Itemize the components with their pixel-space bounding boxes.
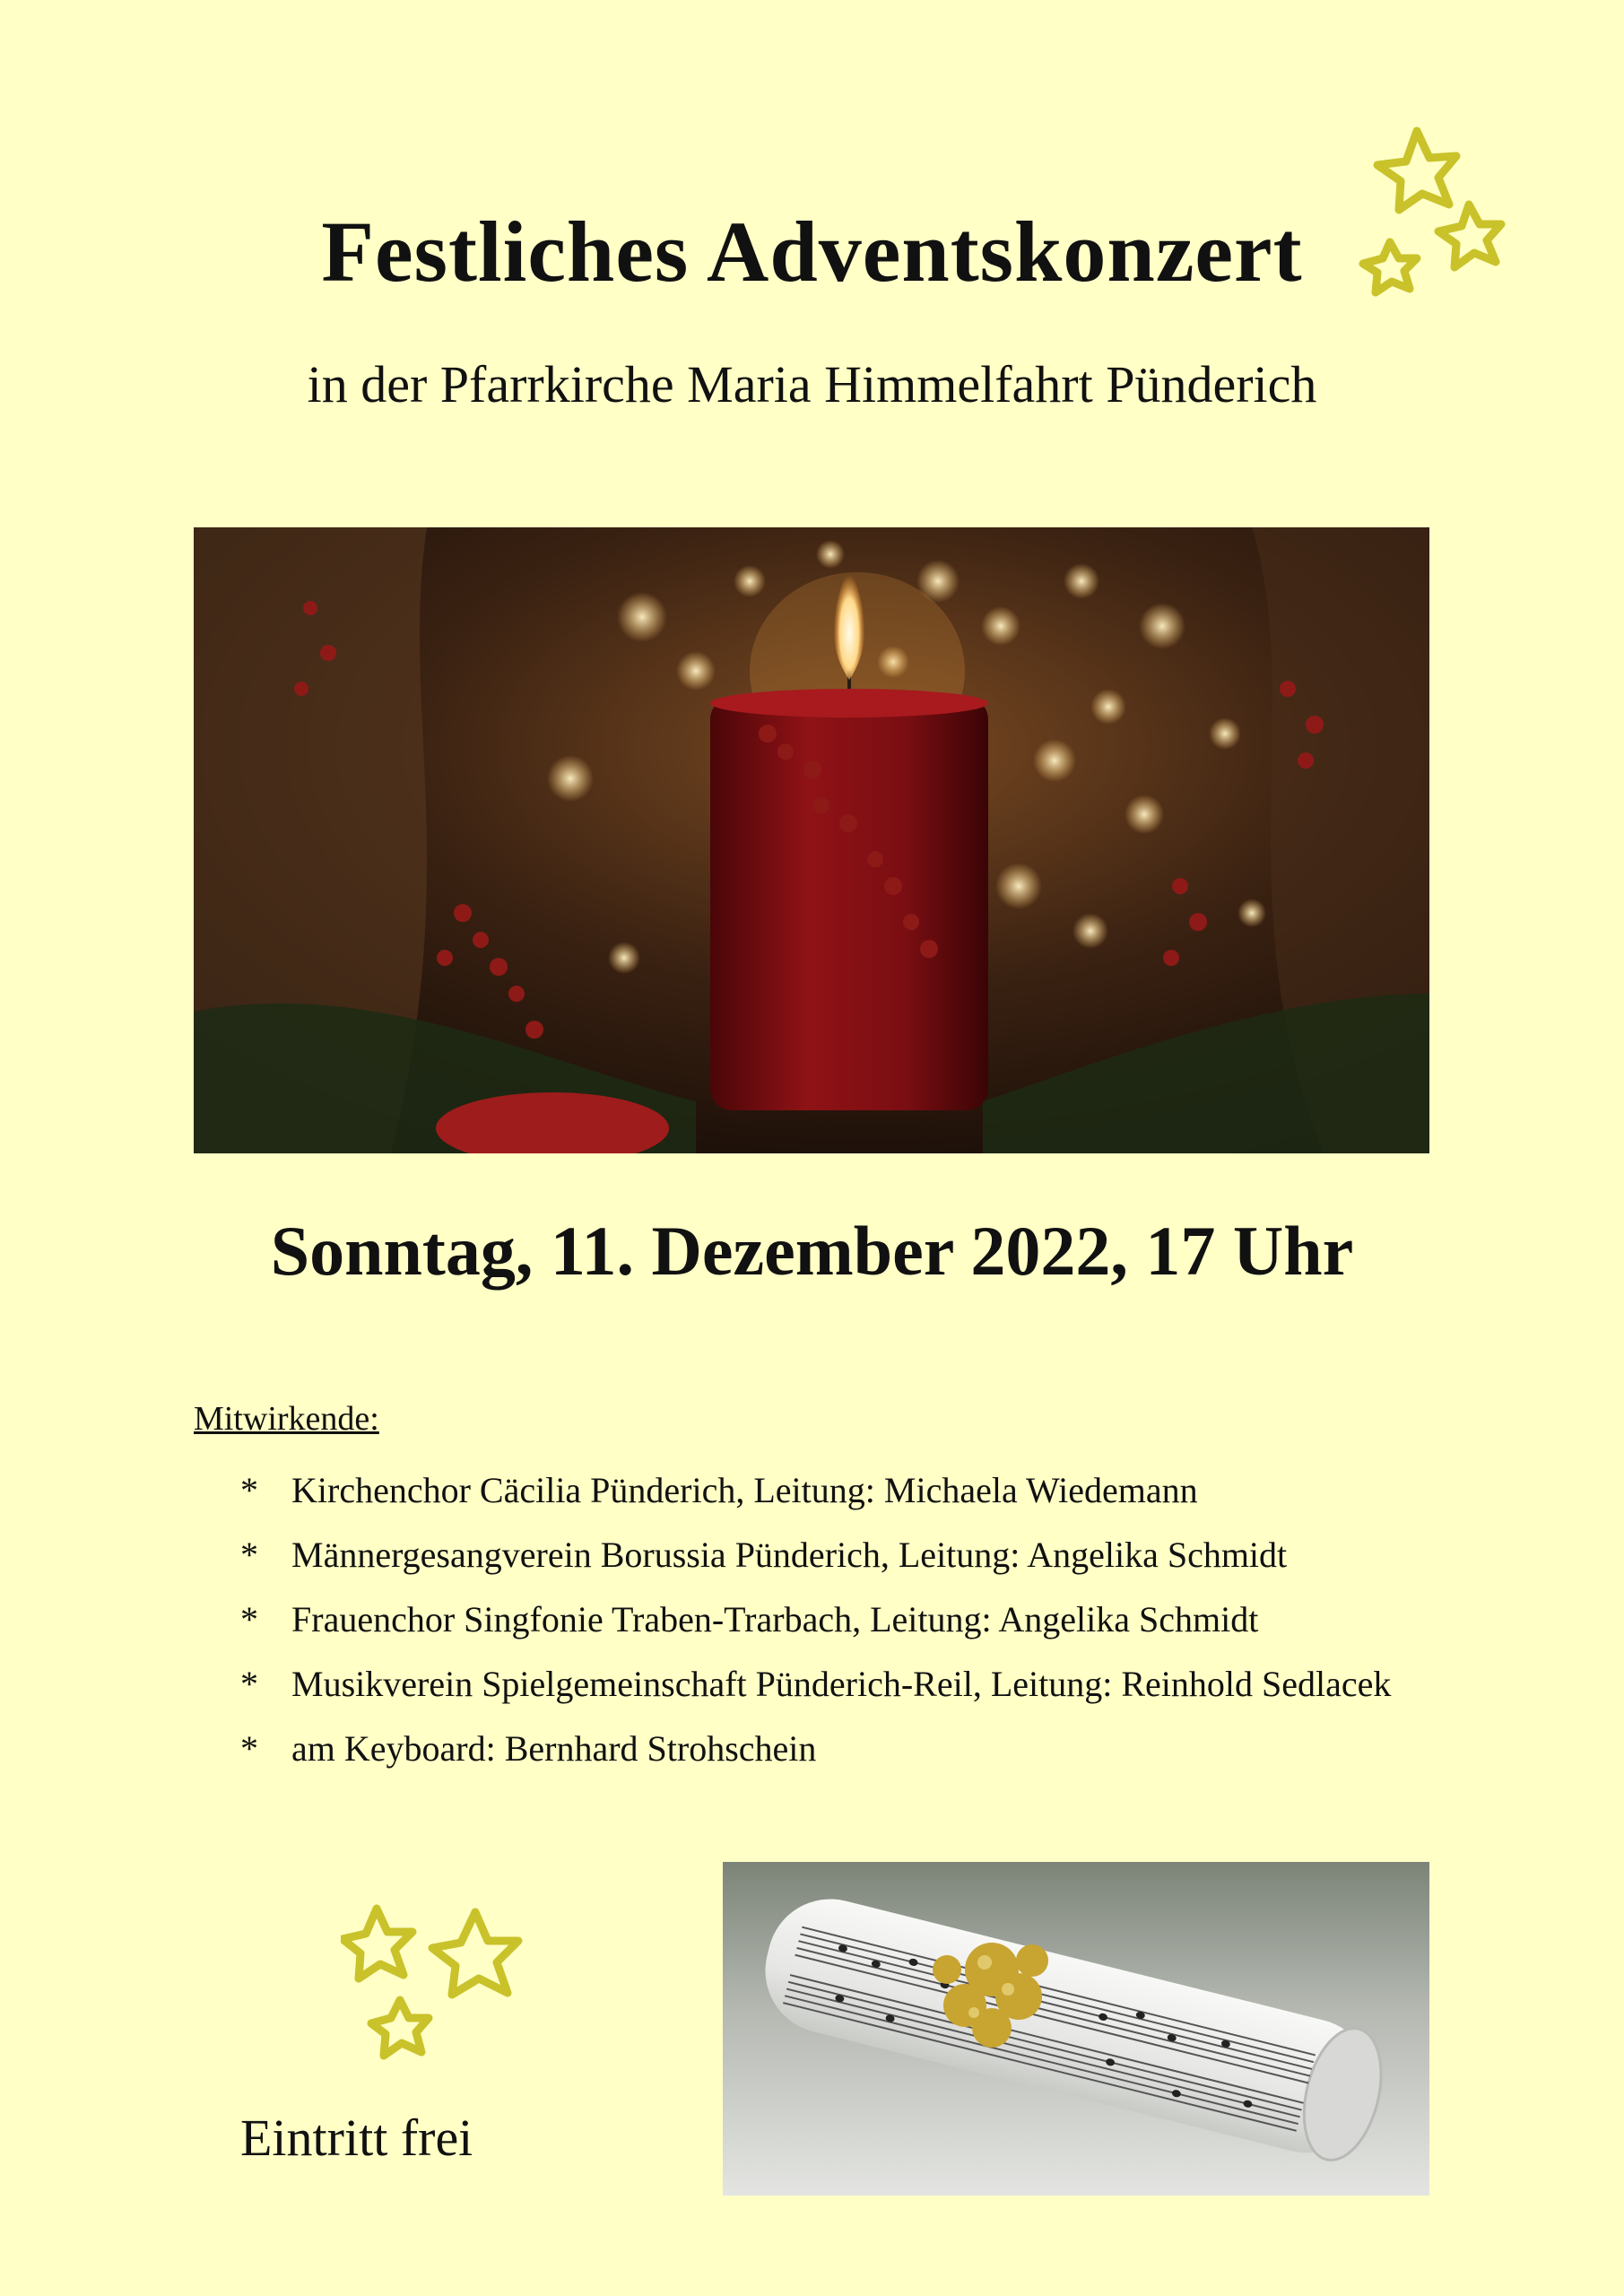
list-item <box>240 1591 1406 1648</box>
performers-list <box>240 1462 1406 1785</box>
admission-note: Eintritt frei <box>240 2109 473 2167</box>
page-title: Festliches Adventskonzert <box>321 204 1303 300</box>
event-date-time: Sonntag, 11. Dezember 2022, 17 Uhr <box>270 1212 1354 1290</box>
sheet-music-illustration <box>723 1862 1429 2196</box>
candle-illustration <box>194 527 1429 1153</box>
list-item <box>240 1656 1406 1712</box>
performer-text: Frauenchor Singfonie Traben-Trarbach, Leitung: Angelika Schmidt <box>291 1599 1259 1639</box>
bullet-asterisk: * <box>240 1664 258 1704</box>
list-item <box>240 1526 1406 1583</box>
bullet-asterisk: * <box>240 1470 258 1510</box>
venue-subtitle: in der Pfarrkirche Maria Himmelfahrt Pünderich <box>307 355 1317 413</box>
performers-heading: Mitwirkende: <box>194 1400 379 1438</box>
stars-decoration-bottom-icon <box>341 1901 538 2072</box>
red-candle-photo <box>194 527 1429 1153</box>
list-item <box>240 1720 1406 1777</box>
performer-text: Musikverein Spielgemeinschaft Pünderich-Reil, Leitung: Reinhold Sedlacek <box>291 1664 1392 1704</box>
performer-text: Kirchenchor Cäcilia Pünderich, Leitung: Michaela Wiedemann <box>291 1470 1198 1510</box>
performer-text: Männergesangverein Borussia Pünderich, Leitung: Angelika Schmidt <box>291 1535 1288 1575</box>
performer-text: am Keyboard: Bernhard Strohschein <box>291 1728 817 1769</box>
bullet-asterisk: * <box>240 1728 258 1769</box>
bullet-asterisk: * <box>240 1535 258 1575</box>
list-item <box>240 1462 1406 1518</box>
rolled-sheet-music-photo <box>723 1862 1429 2196</box>
bullet-asterisk: * <box>240 1599 258 1639</box>
